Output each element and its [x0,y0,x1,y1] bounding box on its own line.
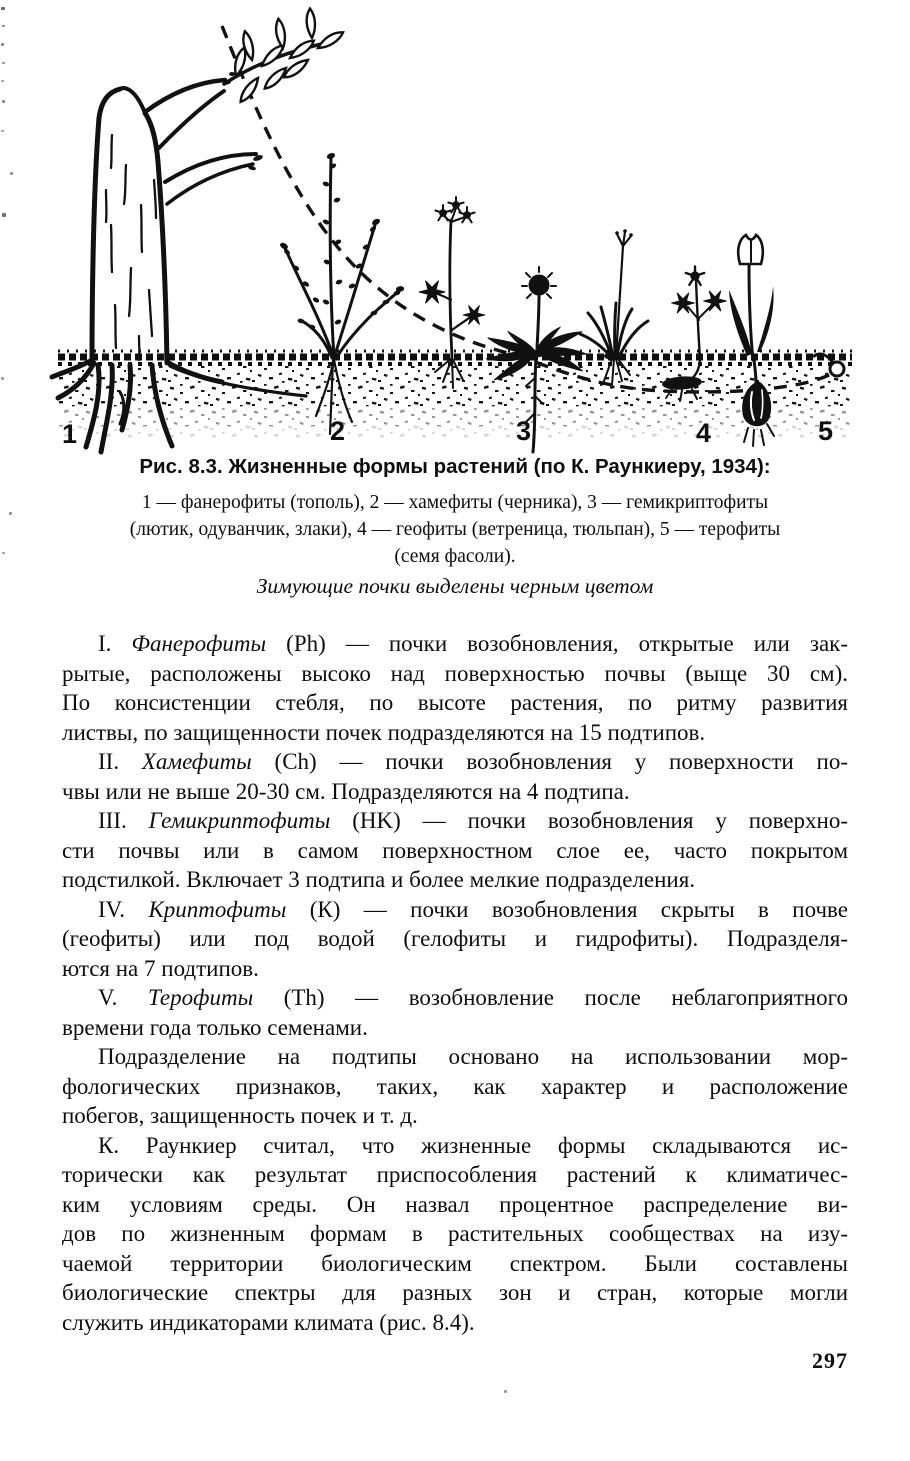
body-text-line: V. Терофиты (Th) — возобновление после неблагоприятного [98,985,848,1010]
body-text-line: чвы или не выше 20-30 см. Подразделяются на 4 подтипа. [62,778,630,804]
figure-note: Зимующие почки выделены черным цветом [256,574,654,598]
page-number: 297 [812,1348,848,1373]
figure-legend-line: 1 — фанерофиты (тополь), 2 — хамефиты (черника), 3 — гемикриптофиты [141,492,769,513]
body-text-line: III. Гемикриптофиты (HK) — почки возобновления у поверхно- [98,808,848,833]
body-text-line: побегов, защищенность почек и т. д. [62,1103,418,1128]
figure-number-4: 4 [696,418,712,448]
bark-texture [106,135,156,360]
figure-caption-title: Рис. 8.3. Жизненные формы растений (по К. Раункиеру, 1934): [139,455,771,478]
body-text-line: дов по жизненным формам в растительных сообществах на изу- [62,1221,848,1246]
body-text-line: торически как результат приспособления растений к климатичес- [62,1162,848,1187]
life-forms-illustration [0,0,910,460]
body-text-line: По консистенции стебля, по высоте растения, по ритму развития [62,690,848,715]
figure-number-1: 1 [62,419,78,449]
body-text-line: рытые, расположены высоко над поверхностью почвы (выще 30 см). [62,660,848,686]
body-text-line: чаемой территории биологическим спектром. Были составлены [62,1250,848,1276]
body-text [62,629,848,1337]
figure-legend [20,489,890,570]
figure-legend-line: (семя фасоли). [394,546,516,567]
height-dashed-line [222,26,841,392]
grass-tuft [580,229,648,385]
body-text-line: служить индикаторами климата (рис. 8.4). [62,1309,475,1335]
figure-number-3: 3 [516,416,532,446]
body-text-line: сти почвы или в самом поверхностном слое ее, часто покрытом [62,837,848,863]
shrub-buds [279,152,405,330]
body-text-line: ким условиям среды. Он назвал процентное распределение ви- [62,1191,848,1217]
figure-number-2: 2 [330,416,346,446]
body-text-line: IV. Криптофиты (К) — почки возобновления скрыты в почве [98,896,848,922]
body-text-line: (геофиты) или под водой (гелофиты и гидрофиты). Подразделя- [62,926,848,951]
body-text-line: фологических признаков, таких, как характер и расположение [62,1073,848,1099]
figure-number-5: 5 [818,416,834,446]
figure-legend-line: (лютик, одуванчик, злаки), 4 — геофиты (ветреница, тюльпан), 5 — терофиты [129,519,781,540]
body-text-line: подстилкой. Включает 3 подтипа и более мелкие подразделения. [62,867,696,892]
body-text-line: Подразделение на подтипы основано на использовании мор- [98,1044,848,1069]
body-text-line: листвы, по защищенности почек подразделяются на 15 подтипов. [62,719,706,745]
body-text-line: времени года только семенами. [62,1014,368,1040]
buttercup [419,197,485,388]
body-text-line: ются на 7 подтипов. [62,955,259,981]
body-text-line: К. Раункиер считал, что жизненные формы складываются ис- [98,1132,848,1158]
body-text-line: биологические спектры для разных зон и стран, которые могли [62,1280,848,1305]
body-text-line: I. Фанерофиты (Ph) — почки возобновления, открытые или зак- [98,631,848,656]
body-text-line: II. Хамефиты (Ch) — почки возобновления у поверхности по- [98,749,849,774]
